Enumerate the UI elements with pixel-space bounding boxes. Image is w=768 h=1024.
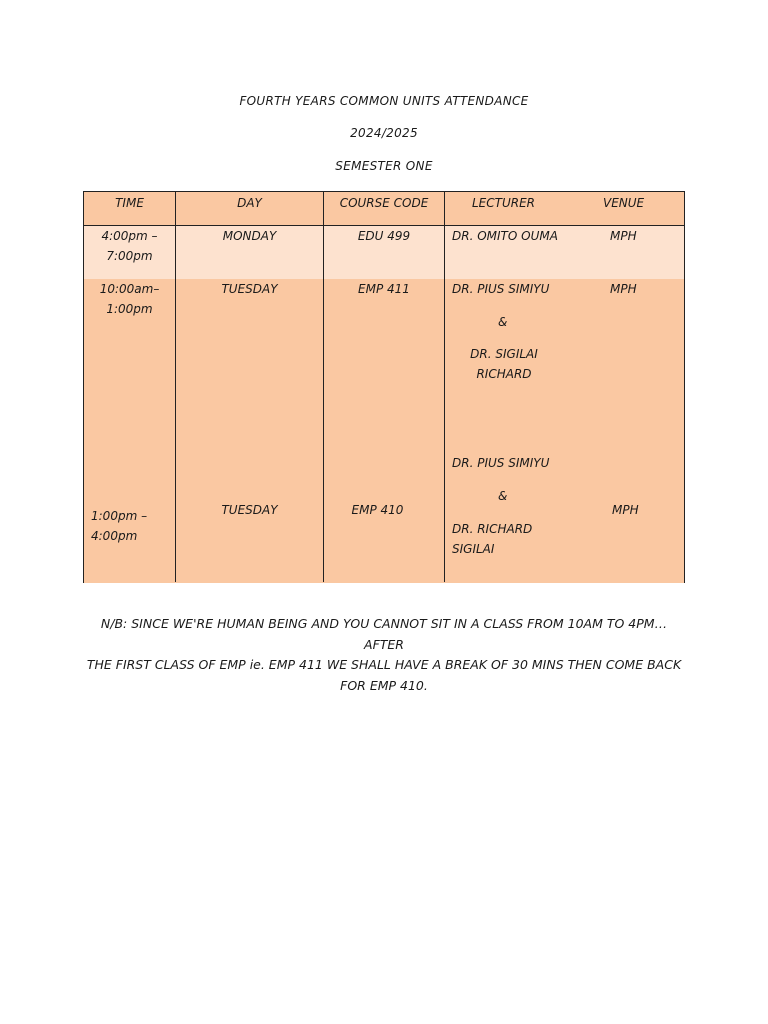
time-line-1: 10:00am– (99, 282, 160, 296)
attendance-note (86, 614, 682, 696)
day-cell: TUESDAY (221, 503, 278, 517)
header-lecturer: LECTURER (472, 196, 536, 210)
time-line-1: 4:00pm – (101, 229, 158, 243)
day-cell: MONDAY (222, 229, 277, 243)
lecturer-cell: SIGILAI (452, 542, 495, 556)
lecturer-cell: DR. RICHARD (452, 522, 533, 536)
header-course-code: COURSE CODE (339, 196, 429, 210)
ampersand: & (498, 315, 508, 329)
time-line-2: 4:00pm (91, 529, 138, 543)
attendance-table (83, 191, 685, 583)
ampersand: & (498, 489, 508, 503)
course-code-cell: EMP 410 (351, 503, 404, 517)
column-divider (444, 192, 445, 582)
header-venue: VENUE (603, 196, 645, 210)
note-line: N/B: SINCE WE'RE HUMAN BEING AND YOU CANNOT SIT IN A CLASS FROM 10AM TO 4PM…AFTER (100, 616, 668, 652)
table-row (84, 279, 684, 583)
column-divider (323, 192, 324, 582)
time-line-2: 1:00pm (106, 302, 153, 316)
venue-cell: MPH (612, 503, 639, 517)
header-time: TIME (115, 196, 144, 210)
note-line: FOR EMP 410. (340, 677, 428, 693)
table-row (84, 226, 684, 279)
time-line-1: 1:00pm – (91, 509, 148, 523)
header-day: DAY (237, 196, 262, 210)
venue-cell: MPH (610, 229, 637, 243)
semester-label: SEMESTER ONE (335, 159, 433, 173)
day-cell: TUESDAY (221, 282, 278, 296)
course-code-cell: EDU 499 (357, 229, 411, 243)
lecturer-cell: RICHARD (476, 367, 532, 381)
academic-year: 2024/2025 (350, 126, 418, 140)
document-title: FOURTH YEARS COMMON UNITS ATTENDANCE (239, 94, 529, 108)
lecturer-cell: DR. PIUS SIMIYU (452, 282, 550, 296)
course-code-cell: EMP 411 (358, 282, 410, 296)
column-divider (175, 192, 176, 582)
lecturer-cell: DR. OMITO OUMA (452, 229, 558, 243)
venue-cell: MPH (610, 282, 637, 296)
lecturer-cell: DR. PIUS SIMIYU (452, 456, 550, 470)
table-header-row (84, 192, 684, 226)
time-line-2: 7:00pm (106, 249, 153, 263)
note-line: THE FIRST CLASS OF EMP ie. EMP 411 WE SHALL HAVE A BREAK OF 30 MINS THEN COME BACK (86, 657, 682, 672)
lecturer-cell: DR. SIGILAI (470, 347, 538, 361)
